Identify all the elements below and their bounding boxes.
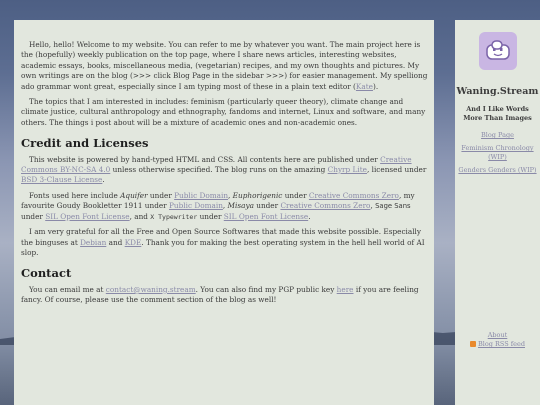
credits-text: , my favourite Goudy Bookletter 1911 under [21, 190, 415, 211]
bsd-license-link[interactable]: BSD 3-Clause License [21, 175, 103, 185]
site-tagline: And I Like Words More Than Images [463, 105, 532, 122]
pgp-key-link[interactable]: here [336, 284, 354, 294]
about-link[interactable]: About [487, 331, 508, 339]
intro-text: Hello, hello! Welcome to my website. You can refer to me by whatever you want. The main project here is the (hopefully) weekly publication on the top page, where I share news articles, interesting websites, academic essays, books, miscellaneous media, (vegetarian) recipes, and my own thoughts and pictures. My own writings are on the blog (>>> click Blog Page in the sidebar >>>) for easier management. My spelliong ado grammar wont great, especially since I am typing most of these in a plain text editor ( [21, 40, 428, 91]
sidebar-item-feminism-chronology[interactable]: Feminism Chronology (WIP) [461, 144, 534, 161]
public-domain-link[interactable]: Public Domain [169, 201, 223, 211]
site-logo-icon[interactable] [479, 32, 517, 70]
sidebar-footer [455, 331, 540, 349]
credits-text: under [197, 211, 224, 221]
rss-icon [470, 341, 476, 347]
rss-feed-label: Blog RSS feed [477, 340, 525, 348]
email-link[interactable]: contact@waning.stream [105, 284, 196, 294]
credits-text: , and [129, 211, 151, 221]
sidebar [455, 20, 540, 405]
credits-paragraph-1 [21, 155, 428, 186]
credits-text: , [228, 190, 233, 200]
chyrp-link[interactable]: Chyrp Lite [327, 165, 367, 175]
font-name-sage-sans: Sage Sans [375, 202, 411, 211]
credits-text: This website is powered by hand-typed HTML and CSS. All contents here are published under [29, 154, 381, 164]
credits-text: under [147, 190, 175, 200]
kate-link[interactable]: Kate [355, 81, 373, 91]
credits-text: , [370, 201, 376, 211]
contact-text: . You can also find my PGP public key [195, 284, 337, 294]
contact-heading: Contact [21, 266, 72, 281]
kde-link[interactable]: KDE [124, 237, 142, 247]
intro-paragraph-2: The topics that I am interested in includes: feminism (particularly queer theory), climate change and climate justice, cultural anthropology and ethnography, fandoms and internet, Linux and software, and many others. The things i post about will be a mixture of academic ones and non-academic ones. [21, 97, 426, 127]
intro-text: ). [372, 81, 379, 91]
credits-text: under [282, 190, 309, 200]
credits-paragraph-3 [21, 227, 428, 258]
credits-text: Fonts used here include [29, 190, 121, 200]
contact-text: You can email me at [29, 284, 106, 294]
credits-text: . [102, 175, 105, 185]
credits-text: and [106, 237, 125, 247]
debian-link[interactable]: Debian [80, 237, 107, 247]
main-content [14, 20, 434, 405]
cloud-logo-icon [483, 36, 513, 66]
credits-paragraph-2 [21, 191, 428, 222]
credits-heading: Credit and Licenses [21, 136, 149, 151]
credits-text: under [21, 211, 46, 221]
sil-ofl-link[interactable]: SIL Open Font License [45, 211, 130, 221]
font-name-misaya: Misaya [227, 201, 254, 211]
sidebar-item-blog-page[interactable]: Blog Page [481, 131, 514, 139]
license-link[interactable]: Creative Commons BY-NC-SA 4.0 [21, 154, 412, 175]
credits-text: , licensed under [366, 165, 427, 175]
intro-paragraph-1 [21, 40, 428, 92]
sil-ofl-link[interactable]: SIL Open Font License [223, 211, 309, 221]
rss-feed-link[interactable] [455, 340, 540, 349]
contact-text: if you are feeling fancy. Of course, please use the comment section of the blog as well! [21, 284, 419, 305]
contact-paragraph [21, 285, 428, 306]
site-title[interactable]: Waning.Stream [456, 86, 539, 97]
sidebar-nav [455, 131, 540, 179]
cc-zero-link[interactable]: Creative Commons Zero [280, 201, 371, 211]
font-name-x-typewriter: X Typewriter [150, 212, 198, 221]
credits-text: . [308, 211, 311, 221]
cc-zero-link[interactable]: Creative Commons Zero [308, 190, 399, 200]
public-domain-link[interactable]: Public Domain [174, 190, 229, 200]
sidebar-item-genders-genders[interactable]: Genders Genders (WIP) [458, 166, 537, 174]
credits-text: . Thank you for making the best operating system in the hell hell world of AI slop. [21, 237, 425, 257]
font-name-aquifer: Aquifer [120, 190, 148, 200]
credits-text: , [222, 201, 228, 211]
font-name-euphorigenic: Euphorigenic [232, 190, 283, 200]
credits-text: under [253, 201, 281, 211]
credits-text: unless otherwise specified. The blog runs on the amazing [110, 165, 328, 175]
credits-text: I am very grateful for all the Free and Open Source Softwares that made this website possible. Especially the binguses at [21, 227, 422, 247]
